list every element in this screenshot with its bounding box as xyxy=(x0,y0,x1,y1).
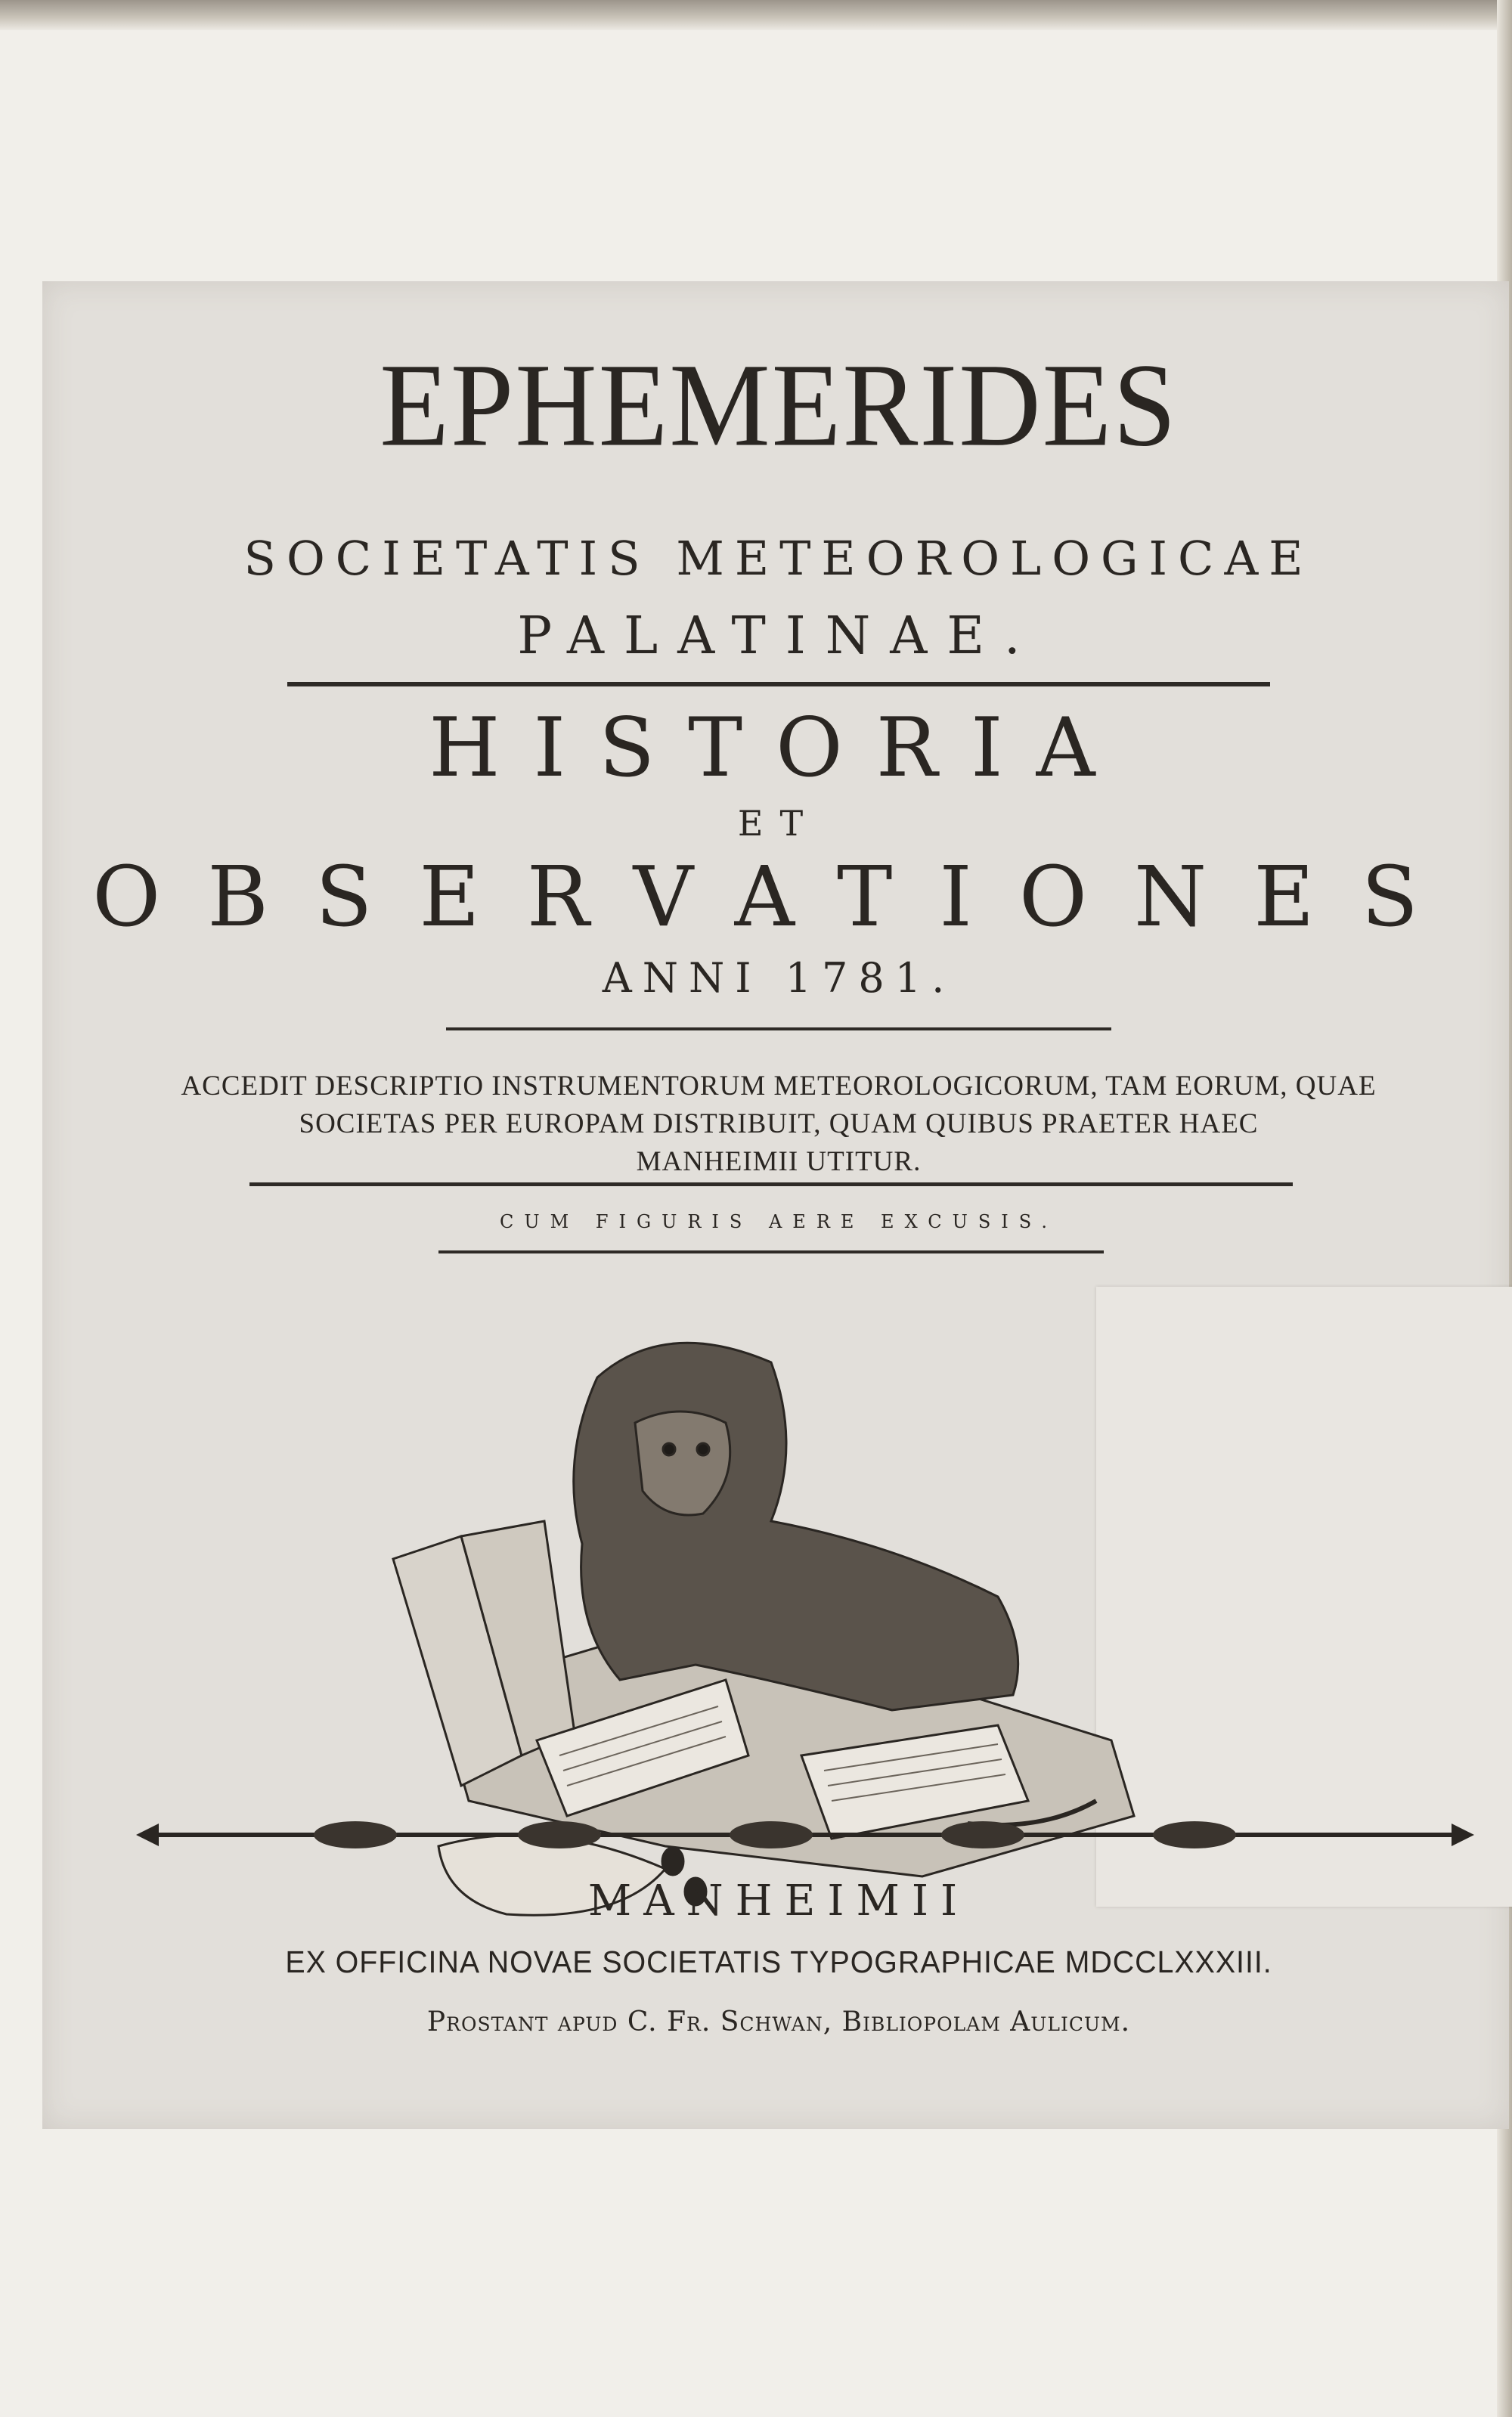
accedit-line-2: SOCIETAS PER EUROPAM DISTRIBUIT, QUAM QUIBUS PRAETER HAEC xyxy=(299,1108,1259,1139)
heading-historia: HISTORIA xyxy=(429,701,1129,795)
subtitle-line-2: PALATINAE. xyxy=(517,606,1040,666)
heading-observationes: OBSERVATIONES xyxy=(92,848,1465,945)
subtitle-line-1: SOCIETATIS METEOROLOGICAE xyxy=(243,531,1314,586)
lion xyxy=(574,1343,1018,1710)
heading-et: ET xyxy=(737,803,820,844)
arrow-left-icon xyxy=(136,1824,159,1846)
rule-4 xyxy=(438,1250,1104,1253)
imprint-city: MANHEIMII xyxy=(587,1876,970,1926)
rule-2 xyxy=(446,1027,1111,1030)
heading-anni: ANNI 1781. xyxy=(602,954,956,1002)
ornamental-border xyxy=(136,1808,1474,1861)
title-page xyxy=(68,281,1489,2129)
arrow-right-icon xyxy=(1452,1824,1474,1846)
lion-face xyxy=(635,1411,730,1515)
book-title: EPHEMERIDES xyxy=(380,339,1178,472)
accedit-line-1: ACCEDIT DESCRIPTIO INSTRUMENTORUM METEOROLOGICORUM, TAM EORUM, QUAE xyxy=(181,1071,1377,1102)
accedit-paragraph xyxy=(68,1068,1489,1181)
imprint-prostant: Prostant apud C. Fr. Schwan, Bibliopolam Aulicum. xyxy=(426,2006,1131,2037)
rule-1 xyxy=(287,682,1270,686)
accedit-line-3: MANHEIMII UTITUR. xyxy=(636,1146,922,1177)
scan-top-edge xyxy=(0,0,1512,30)
figuris-note: CUM FIGURIS AERE EXCUSIS. xyxy=(500,1211,1058,1232)
imprint-officina: EX OFFICINA NOVAE SOCIETATIS TYPOGRAPHICAE MDCCLXXXIII. xyxy=(285,1944,1272,1979)
rule-3 xyxy=(249,1182,1293,1186)
